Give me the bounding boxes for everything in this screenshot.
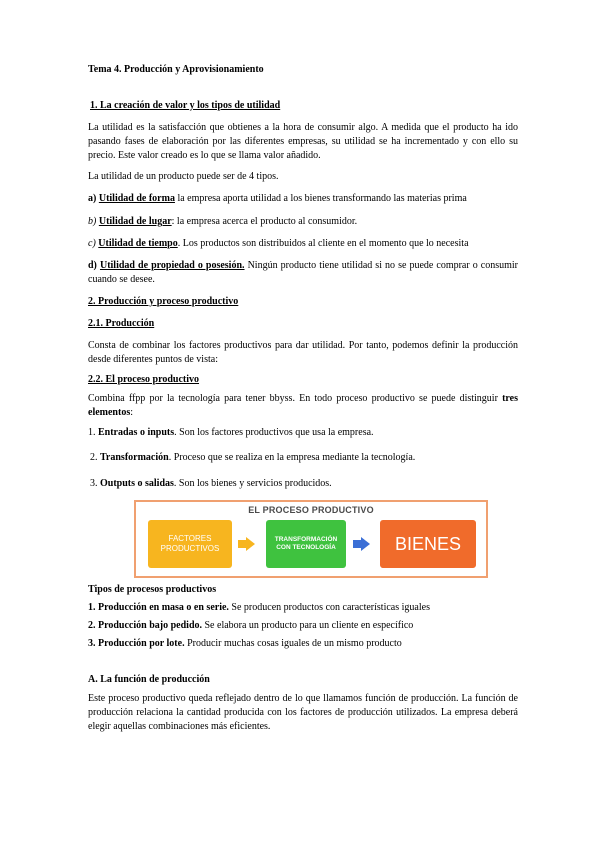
utility-item-a (88, 192, 518, 206)
element-3-text: . Son los bienes y servicios producidos. (173, 478, 332, 489)
process-type-3 (88, 637, 518, 651)
section-2-2-paragraph (88, 392, 518, 420)
section-2-heading: 2. Producción y proceso productivo (88, 296, 239, 307)
utility-item-c (88, 237, 518, 251)
element-1-term: Entradas o inputs (98, 427, 175, 438)
utility-item-b-term: Utilidad de lugar (98, 216, 172, 227)
process-type-3-text: Producir muchas cosas iguales de un mismo producto (184, 638, 402, 649)
element-2-number: 2. (90, 452, 98, 463)
section-1-paragraph: La utilidad es la satisfacción que obtienes a la hora de consumir algo. A medida que el producto ha ido pasando fases de elaboración por las diferentes empresas, su utilidad se ha incrementado y con ello su precio. Este valor creado es lo que se llama valor añadido. (88, 122, 518, 161)
utility-item-b-prefix: b) (88, 216, 97, 227)
utility-item-a-text: la empresa aporta utilidad a los bienes transformando las materias prima (174, 193, 467, 204)
production-process-diagram (134, 500, 488, 578)
section-2-2-text: Combina ffpp por la tecnología para tener bbyss. En todo proceso productivo se puede distinguir (88, 393, 503, 404)
section-1-heading: 1. La creación de valor y los tipos de utilidad (90, 100, 281, 111)
three-elements-label: tres elementos (88, 393, 518, 418)
utility-item-a-term: Utilidad de forma (98, 193, 175, 204)
box2-line1: TRANSFORMACIÓN (274, 536, 338, 543)
element-3 (90, 477, 520, 491)
element-2-term: Transformación (100, 452, 169, 463)
section-a-paragraph: Este proceso productivo queda reflejado dentro de lo que llamamos función de producción. La función de producción relaciona la cantidad producida con los factores de producción utilizados. La empresa deberá elegir aquellas combinaciones más eficientes. (88, 693, 518, 732)
section-2-1-heading: 2.1. Producción (88, 318, 155, 329)
utility-types-intro: La utilidad de un producto puede ser de 4 tipos. (88, 171, 279, 182)
process-type-1-text: Se producen productos con características iguales (228, 602, 430, 613)
document-title: Tema 4. Producción y Aprovisionamiento (88, 64, 264, 75)
diagram-title: EL PROCESO PRODUCTIVO (248, 505, 374, 515)
process-types-heading: Tipos de procesos productivos (88, 584, 217, 595)
element-1 (88, 426, 518, 440)
element-3-number: 3. (90, 478, 98, 489)
section-2-2-heading: 2.2. El proceso productivo (88, 374, 200, 385)
productive-factors-box (148, 520, 232, 568)
process-type-1 (88, 601, 518, 615)
utility-item-d-prefix: d) (88, 260, 97, 271)
process-type-1-term: 1. Producción en masa o en serie. (88, 602, 229, 613)
process-type-2-term: 2. Producción bajo pedido. (88, 620, 202, 631)
utility-item-a-prefix: a) (88, 193, 97, 204)
element-2 (90, 451, 520, 465)
utility-item-d (88, 259, 518, 287)
section-2-2-end: : (130, 407, 133, 418)
element-2-text: . Proceso que se realiza en la empresa mediante la tecnología. (168, 452, 416, 463)
element-1-number: 1. (88, 427, 96, 438)
box1-line1: FACTORES (168, 534, 212, 543)
process-type-2 (88, 619, 518, 633)
utility-item-c-text: . Los productos son distribuidos al cliente en el momento que lo necesita (177, 238, 469, 249)
utility-item-d-text: Ningún producto tiene utilidad si no se puede comprar o consumir cuando se desee. (88, 260, 519, 285)
utility-item-c-term: Utilidad de tiempo (98, 238, 178, 249)
box2-line2: CON TECNOLOGÍA (276, 544, 336, 551)
transformation-box (266, 520, 346, 568)
utility-item-b (88, 215, 518, 229)
section-a-heading: A. La función de producción (88, 674, 210, 685)
utility-item-b-text: : la empresa acerca el producto al consumidor. (171, 216, 358, 227)
goods-box: BIENES (380, 520, 476, 568)
utility-item-c-prefix: c) (88, 238, 96, 249)
section-2-1-paragraph: Consta de combinar los factores productivos para dar utilidad. Por tanto, podemos definir la producción desde diferentes puntos de vista: (88, 340, 518, 365)
process-type-3-term: 3. Producción por lote. (88, 638, 185, 649)
utility-item-d-term: Utilidad de propiedad o posesión. (99, 260, 245, 271)
element-1-text: . Son los factores productivos que usa la empresa. (174, 427, 374, 438)
box1-line2: PRODUCTIVOS (160, 544, 220, 553)
process-type-2-text: Se elabora un producto para un cliente en específico (202, 620, 414, 631)
element-3-term: Outputs o salidas (100, 478, 174, 489)
